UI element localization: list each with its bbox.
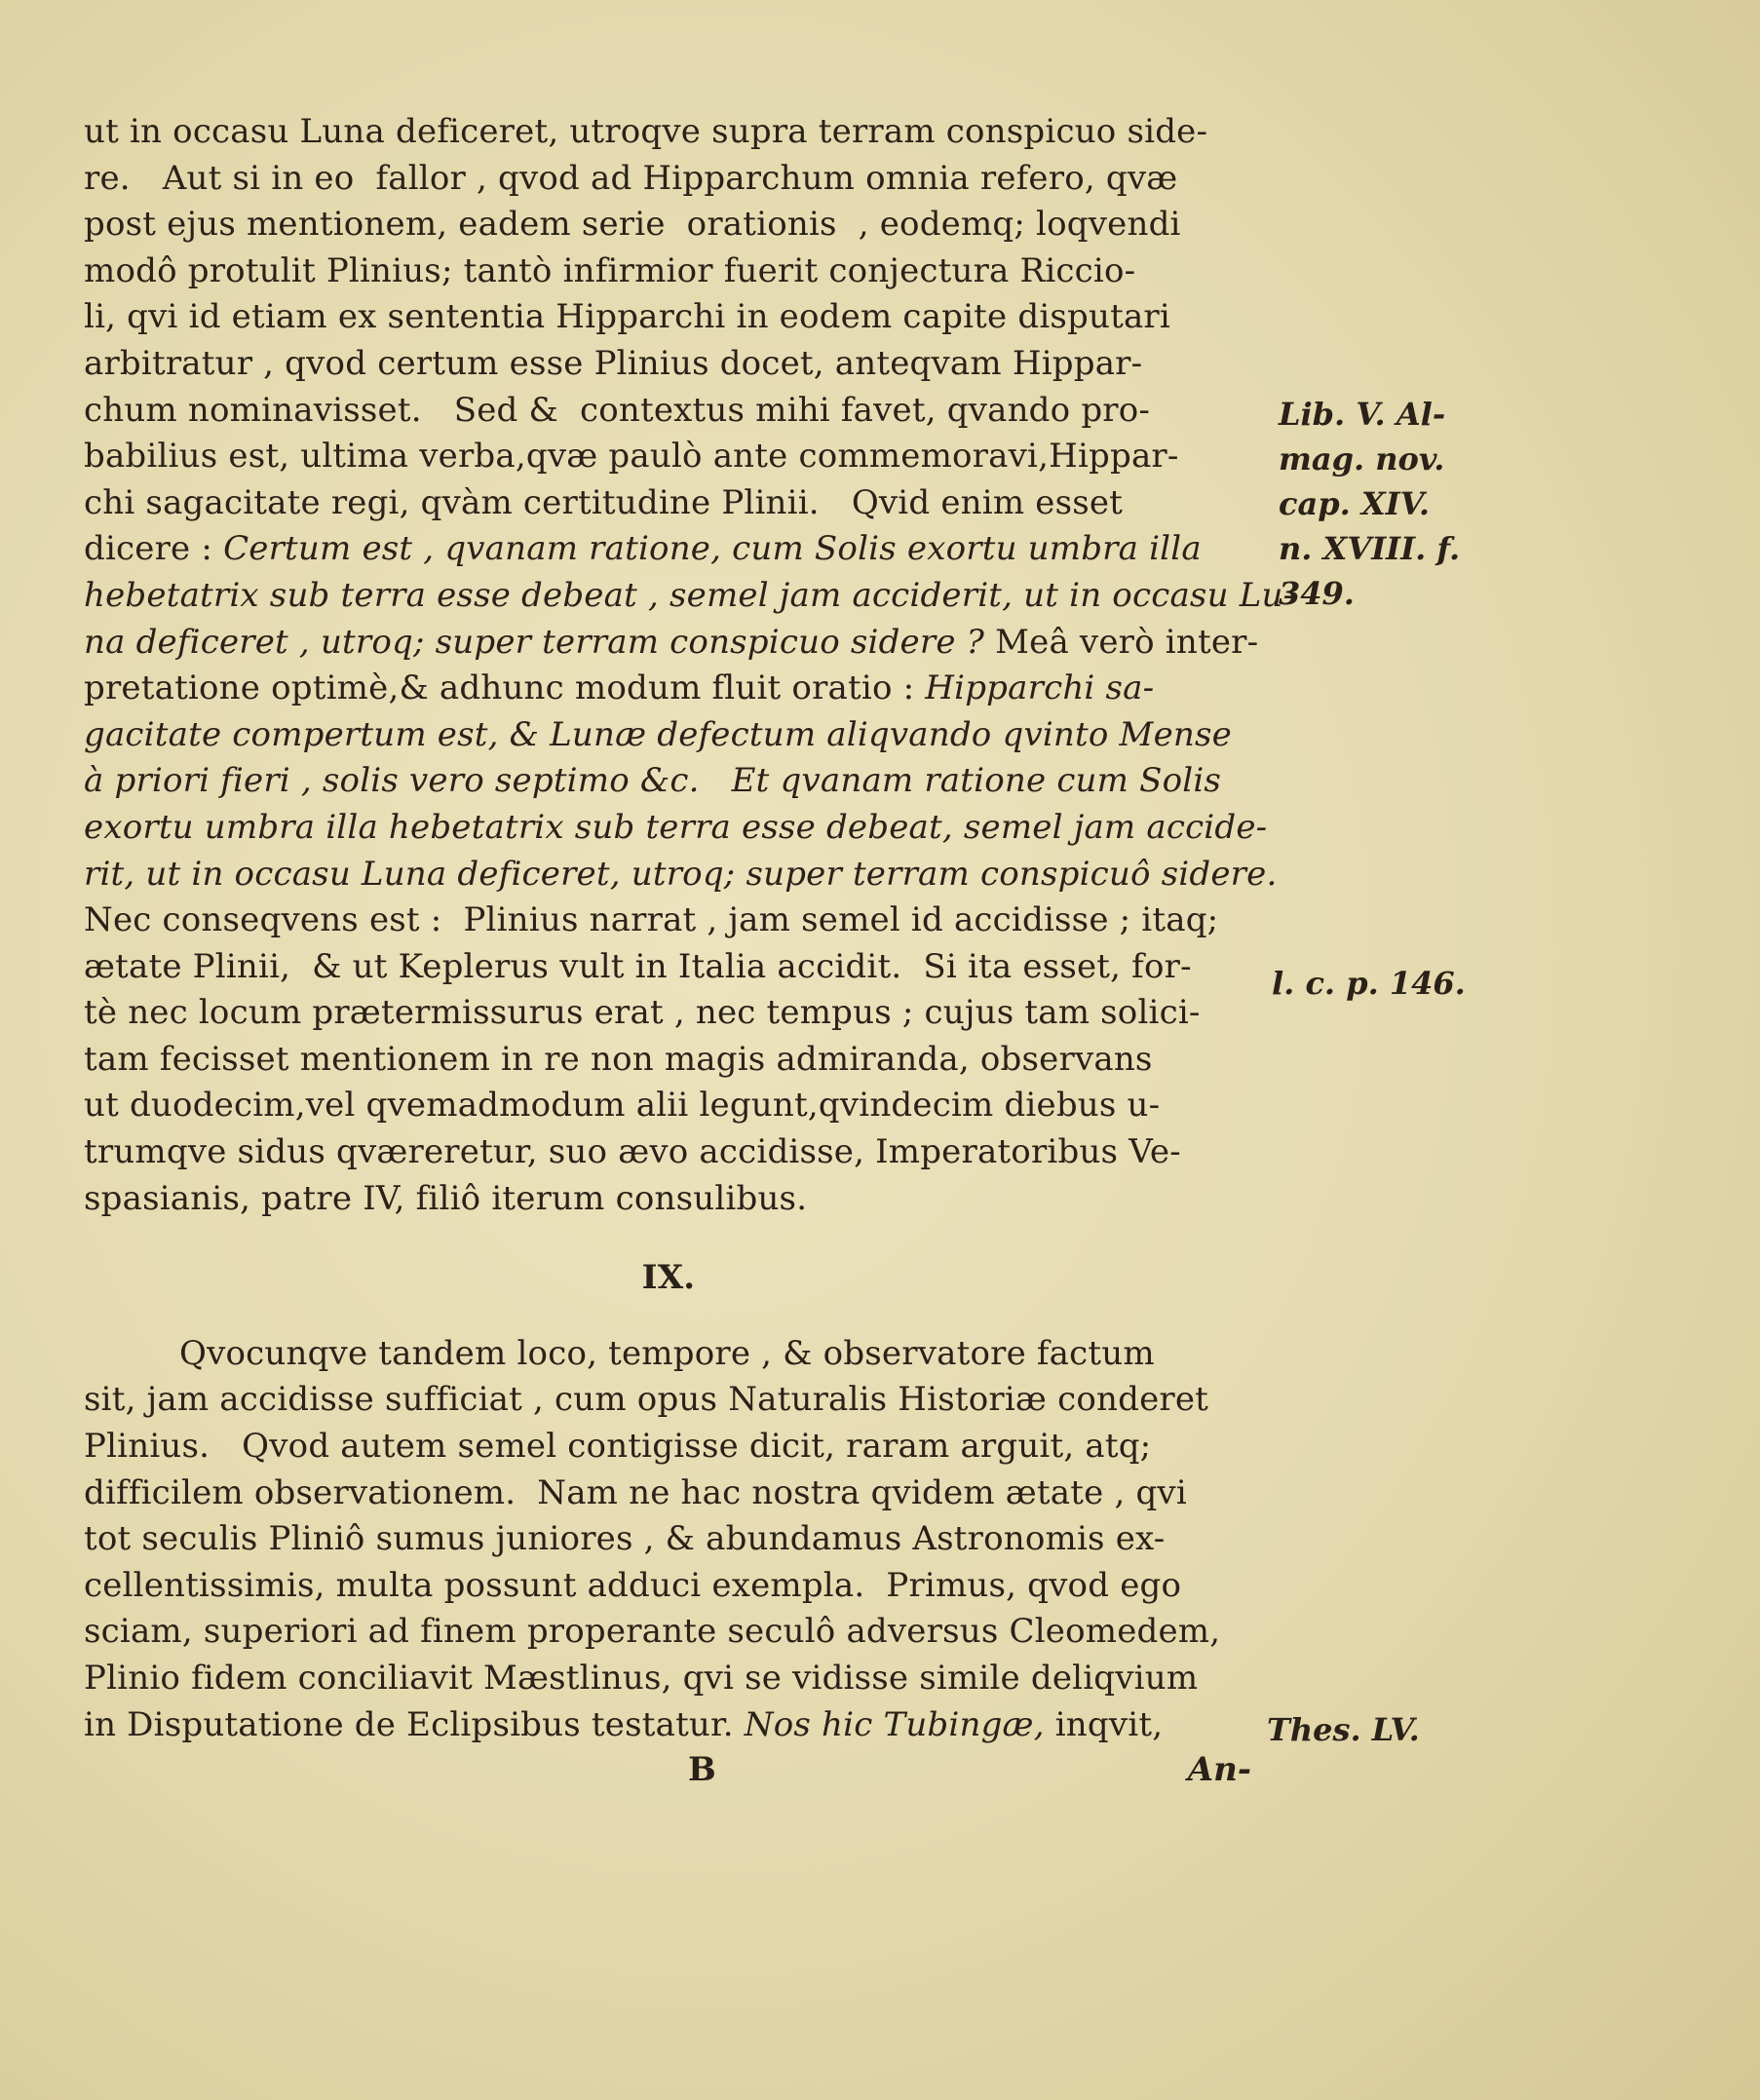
text-line bbox=[84, 1470, 1253, 1517]
text-line-content: modô protulit Plinius; tantò infirmior fuerit conjectura Riccio- bbox=[84, 250, 1136, 290]
section-heading: IX. bbox=[641, 1258, 696, 1298]
text-line bbox=[84, 573, 1295, 620]
italic-quote: Certum est , qvanam ratione, cum Solis exortu umbra illa bbox=[223, 529, 1202, 569]
text-line-content: inqvit, bbox=[1054, 1704, 1164, 1744]
text-line bbox=[84, 712, 1253, 759]
italic-quote: rit, ut in occasu Luna deficeret, utroq; super terram conspicuô sidere. bbox=[84, 854, 1278, 894]
text-line-content: cellentissimis, multa possunt adduci exempla. Primus, qvod ego bbox=[84, 1565, 1182, 1605]
text-line-content: spasianis, patre IV, filiô iterum consulibus. bbox=[84, 1178, 808, 1218]
margin-note-line: Thes. LV. bbox=[1267, 1711, 1420, 1748]
text-line-content: Qvocunqve tandem loco, tempore , & observatore factum bbox=[179, 1333, 1155, 1373]
margin-note-line: cap. XIV. bbox=[1279, 485, 1431, 522]
text-line-content: ut duodecim,vel qvemadmodum alii legunt,qvindecim diebus u- bbox=[84, 1086, 1161, 1126]
text-line-content: post ejus mentionem, eadem serie orationis , eodemq; loqvendi bbox=[84, 205, 1181, 245]
text-line bbox=[84, 156, 1253, 203]
paragraph-gap bbox=[84, 1222, 1253, 1247]
text-line-content: Plinio fidem conciliavit Mæstlinus, qvi se vidisse simile deliqvium bbox=[84, 1659, 1199, 1698]
text-line bbox=[84, 202, 1253, 248]
italic-quote: à priori fieri , solis vero septimo &c. Et qvanam ratione cum Solis bbox=[84, 761, 1222, 801]
main-text-column bbox=[84, 109, 1295, 1748]
text-line bbox=[84, 434, 1253, 480]
italic-quote: Hipparchi sa- bbox=[925, 668, 1155, 708]
margin-note-almagest bbox=[1279, 392, 1460, 616]
text-line bbox=[84, 1037, 1253, 1084]
text-line-content: Nec conseqvens est : Plinius narrat , jam semel id accidisse ; itaq; bbox=[84, 900, 1219, 940]
text-line-content: ut in occasu Luna deficeret, utroqve supra terram conspicuo side- bbox=[84, 112, 1208, 151]
text-line-content: tam fecisset mentionem in re non magis admiranda, observans bbox=[84, 1039, 1153, 1079]
text-line bbox=[84, 897, 1253, 944]
text-line bbox=[84, 1083, 1253, 1129]
italic-quote: gacitate compertum est, & Lunæ defectum aliqvando qvinto Mense bbox=[84, 714, 1232, 754]
text-line bbox=[84, 109, 1253, 156]
text-line bbox=[84, 852, 1278, 898]
text-line-content: chum nominavisset. Sed & contextus mihi favet, qvando pro- bbox=[84, 390, 1151, 430]
italic-quote: na deficeret , utroq; super terram conspicuo sidere ? bbox=[84, 622, 985, 662]
text-line bbox=[84, 1563, 1253, 1610]
text-line-content: chi sagacitate regi, qvàm certitudine Plinii. Qvid enim esset bbox=[84, 482, 1124, 522]
text-line-content: Meâ verò inter- bbox=[995, 622, 1259, 662]
text-line bbox=[84, 1656, 1253, 1702]
catchword: An- bbox=[1187, 1750, 1251, 1789]
text-line-content: re. Aut si in eo fallor , qvod ad Hipparchum omnia refero, qvæ bbox=[84, 158, 1178, 198]
text-line bbox=[84, 944, 1253, 991]
text-line-content: tè nec locum prætermissurus erat , nec tempus ; cujus tam solici- bbox=[84, 993, 1201, 1033]
text-line bbox=[84, 1516, 1253, 1563]
text-line bbox=[84, 480, 1253, 527]
margin-note-line: 349. bbox=[1279, 575, 1355, 612]
margin-note-line: l. c. p. 146. bbox=[1272, 965, 1466, 1002]
text-line bbox=[84, 388, 1253, 435]
text-line bbox=[84, 1331, 1253, 1378]
italic-quote: exortu umbra illa hebetatrix sub terra esse debeat, semel jam accide- bbox=[84, 807, 1268, 847]
text-line bbox=[84, 758, 1253, 805]
margin-note-reference bbox=[1272, 961, 1466, 1006]
margin-note-line: n. XVIII. f. bbox=[1279, 530, 1461, 567]
text-line-content: sit, jam accidisse sufficiat , cum opus Naturalis Historiæ conderet bbox=[84, 1380, 1209, 1420]
page-footer bbox=[84, 1750, 1253, 1797]
margin-note-thesis bbox=[1267, 1707, 1420, 1752]
text-line-content: in Disputatione de Eclipsibus testatur. bbox=[84, 1704, 734, 1744]
italic-quote: Nos hic Tubingæ, bbox=[744, 1704, 1045, 1744]
text-line bbox=[84, 620, 1259, 667]
text-line-content: arbitratur , qvod certum esse Plinius docet, anteqvam Hippar- bbox=[84, 343, 1143, 383]
text-line bbox=[84, 1609, 1253, 1656]
text-line bbox=[84, 526, 1253, 573]
text-line bbox=[84, 294, 1253, 341]
signature-mark: B bbox=[688, 1750, 716, 1789]
text-line bbox=[84, 1129, 1253, 1176]
text-line-content: trumqve sidus qværeretur, suo ævo accidisse, Imperatoribus Ve- bbox=[84, 1132, 1181, 1172]
italic-quote: hebetatrix sub terra esse debeat , semel jam acciderit, ut in occasu Lu- bbox=[84, 575, 1295, 615]
text-line-content: babilius est, ultima verba,qvæ paulò ante commemoravi,Hippar- bbox=[84, 437, 1179, 477]
text-line-content: Plinius. Qvod autem semel contigisse dicit, raram arguit, atq; bbox=[84, 1427, 1152, 1467]
text-line-content: sciam, superiori ad finem properante seculô adversus Cleomedem, bbox=[84, 1612, 1221, 1652]
text-line bbox=[84, 666, 1253, 712]
text-line-content: li, qvi id etiam ex sententia Hipparchi in eodem capite disputari bbox=[84, 297, 1170, 337]
text-line-content: pretatione optimè,& adhunc modum fluit oratio : bbox=[84, 668, 915, 708]
text-line bbox=[84, 1702, 1253, 1749]
text-line bbox=[84, 1424, 1253, 1470]
text-line bbox=[84, 248, 1253, 295]
margin-note-line: Lib. V. Al- bbox=[1279, 396, 1446, 433]
text-line bbox=[84, 990, 1253, 1037]
text-line bbox=[84, 805, 1268, 852]
text-line-content: tot seculis Pliniô sumus juniores , & abundamus Astronomis ex- bbox=[84, 1519, 1166, 1559]
text-line bbox=[84, 1377, 1253, 1424]
text-line bbox=[84, 341, 1253, 388]
margin-note-line: mag. nov. bbox=[1279, 440, 1445, 477]
text-line-content: dicere : bbox=[84, 529, 213, 569]
text-line bbox=[84, 1176, 1253, 1223]
text-line-content: difficilem observationem. Nam ne hac nostra qvidem ætate , qvi bbox=[84, 1472, 1187, 1512]
text-line-content: ætate Plinii, & ut Keplerus vult in Italia accidit. Si ita esset, for- bbox=[84, 946, 1192, 986]
